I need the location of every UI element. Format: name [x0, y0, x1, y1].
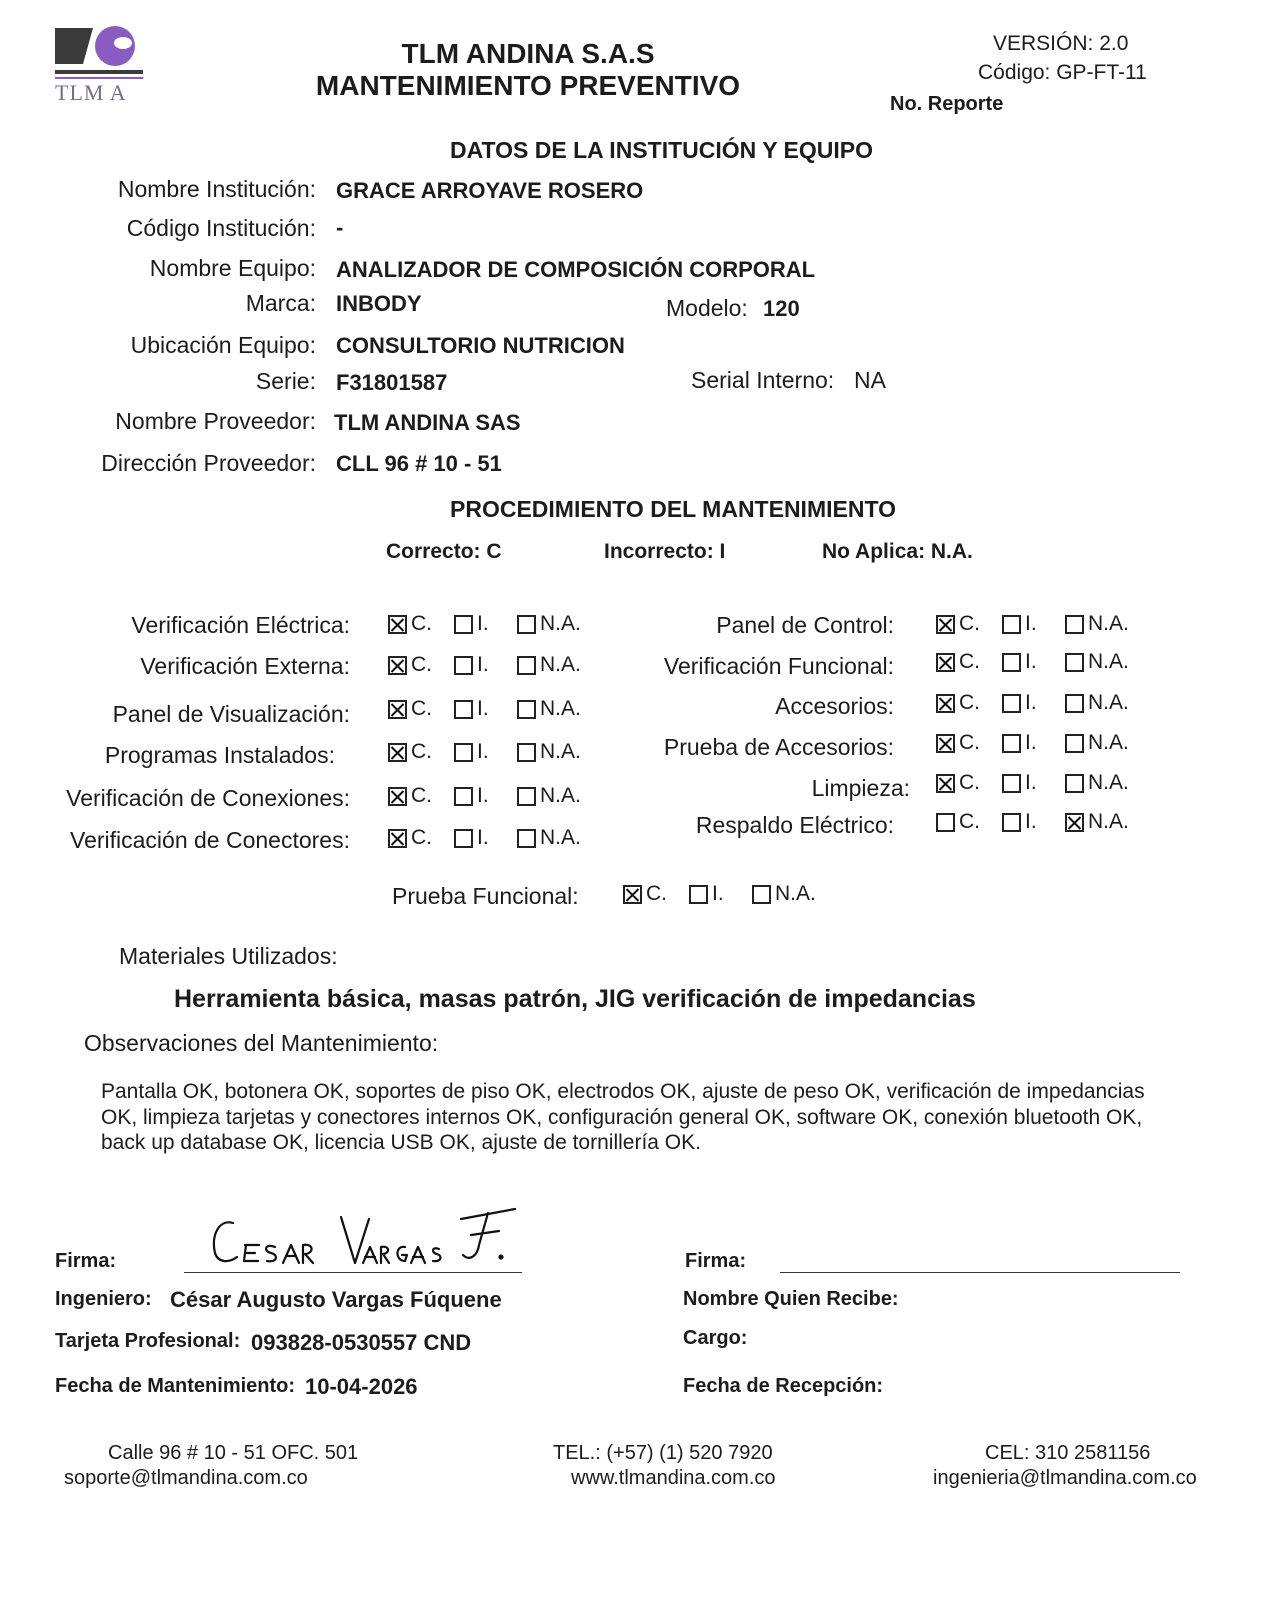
checkbox-incorrect[interactable]: [454, 787, 473, 806]
checkbox-incorrect[interactable]: [1002, 653, 1021, 672]
provider-name-value: TLM ANDINA SAS: [334, 410, 521, 435]
checkbox-not-applicable[interactable]: [1065, 774, 1084, 793]
serial-label: Serie:: [255, 368, 316, 394]
checkbox-not-applicable[interactable]: [517, 615, 536, 634]
check-row-electrical-backup: C. I. N.A.: [936, 810, 1129, 834]
check-row-functional-test: C. I. N.A.: [623, 882, 816, 906]
engineer-name: César Augusto Vargas Fúquene: [170, 1287, 502, 1312]
report-page: [8, 0, 1240, 1600]
materials-label: Materiales Utilizados:: [119, 943, 338, 969]
checkbox-correct[interactable]: [623, 885, 642, 904]
checkbox-correct[interactable]: [388, 700, 407, 719]
check-label-connections: Verificación de Conexiones:: [66, 785, 350, 811]
provider-name-label: Nombre Proveedor:: [115, 408, 316, 434]
footer-address: Calle 96 # 10 - 51 OFC. 501: [108, 1442, 359, 1464]
engineer-signature-label: Firma:: [55, 1250, 117, 1272]
check-label-cleaning: Limpieza:: [811, 775, 910, 801]
institution-section-title: DATOS DE LA INSTITUCIÓN Y EQUIPO: [450, 137, 873, 163]
receiver-name-label: Nombre Quien Recibe:: [683, 1288, 899, 1310]
version-label: VERSIÓN: 2.0: [993, 32, 1129, 55]
observations-line-2: OK, limpieza tarjetas y conectores internos OK, configuración general OK, software OK, conexión bluetooth OK,: [101, 1106, 1143, 1129]
check-label-accessories: Accesorios:: [775, 693, 894, 719]
professional-card-label: Tarjeta Profesional:: [55, 1330, 241, 1352]
engineer-label: Ingeniero:: [55, 1288, 152, 1310]
checkbox-not-applicable[interactable]: [752, 885, 771, 904]
location-value: CONSULTORIO NUTRICION: [336, 333, 625, 358]
model-label: Modelo:: [666, 295, 748, 321]
checkbox-not-applicable[interactable]: [1065, 615, 1084, 634]
check-label-functional-verification: Verificación Funcional:: [663, 653, 894, 679]
observations-line-1: Pantalla OK, botonera OK, soportes de piso OK, electrodos OK, ajuste de peso OK, verificación de impedancias: [101, 1080, 1145, 1103]
checkbox-correct[interactable]: [936, 734, 955, 753]
brand-label: Marca:: [245, 290, 316, 316]
checkbox-incorrect[interactable]: [454, 829, 473, 848]
institution-name-label: Nombre Institución:: [117, 176, 316, 202]
check-row-electrical: C. I. N.A.: [388, 612, 581, 636]
procedure-section-title: PROCEDIMIENTO DEL MANTENIMIENTO: [450, 496, 896, 522]
materials-value: Herramienta básica, masas patrón, JIG verificación de impedancias: [174, 985, 976, 1013]
receiver-signature-label: Firma:: [685, 1250, 747, 1272]
company-logo: [53, 26, 148, 106]
checkbox-correct[interactable]: [936, 653, 955, 672]
footer-support-email: soporte@tlmandina.com.co: [64, 1467, 308, 1489]
check-row-connections: C. I. N.A.: [388, 784, 581, 808]
checkbox-not-applicable[interactable]: [517, 656, 536, 675]
footer-cellphone: CEL: 310 2581156: [985, 1442, 1151, 1464]
checkbox-correct[interactable]: [388, 743, 407, 762]
provider-address-label: Dirección Proveedor:: [101, 450, 316, 476]
engineer-signature-line: [184, 1272, 522, 1273]
checkbox-incorrect[interactable]: [1002, 734, 1021, 753]
receiver-position-label: Cargo:: [683, 1327, 748, 1349]
legend-incorrect: Incorrecto: I: [604, 540, 726, 563]
checkbox-incorrect[interactable]: [454, 615, 473, 634]
code-label: Código: GP-FT-11: [978, 61, 1147, 84]
checkbox-incorrect[interactable]: [1002, 615, 1021, 634]
checkbox-not-applicable[interactable]: [1065, 694, 1084, 713]
serial-value: F31801587: [336, 370, 448, 395]
internal-serial-label: Serial Interno:: [691, 367, 835, 393]
maintenance-date-label: Fecha de Mantenimiento:: [55, 1375, 296, 1397]
check-row-connectors: C. I. N.A.: [388, 826, 581, 850]
checkbox-incorrect[interactable]: [1002, 813, 1021, 832]
checkbox-not-applicable[interactable]: [1065, 653, 1084, 672]
institution-code-label: Código Institución:: [126, 215, 316, 241]
checkbox-not-applicable[interactable]: [1065, 734, 1084, 753]
check-row-accessories: C. I. N.A.: [936, 691, 1129, 715]
checkbox-correct[interactable]: [388, 787, 407, 806]
checkbox-incorrect[interactable]: [1002, 774, 1021, 793]
check-row-accessories-test: C. I. N.A.: [936, 731, 1129, 755]
checkbox-incorrect[interactable]: [454, 743, 473, 762]
observations-label: Observaciones del Mantenimiento:: [84, 1030, 439, 1056]
checkbox-correct[interactable]: [388, 615, 407, 634]
provider-address-value: CLL 96 # 10 - 51: [336, 451, 502, 476]
logo-text: TLM A: [55, 80, 127, 105]
engineer-signature-image: [203, 1205, 533, 1275]
footer-telephone: TEL.: (+57) (1) 520 7920: [553, 1442, 773, 1464]
report-number-label: No. Reporte: [890, 93, 1004, 115]
legend-correct: Correcto: C: [386, 540, 502, 563]
institution-name-value: GRACE ARROYAVE ROSERO: [336, 178, 644, 203]
check-label-installed-programs: Programas Instalados:: [104, 742, 335, 768]
check-label-electrical: Verificación Eléctrica:: [131, 612, 350, 638]
check-label-external: Verificación Externa:: [140, 653, 350, 679]
receiver-signature-line: [780, 1272, 1180, 1273]
check-label-control-panel: Panel de Control:: [716, 612, 894, 638]
checkbox-correct[interactable]: [936, 694, 955, 713]
checkbox-correct[interactable]: [388, 829, 407, 848]
checkbox-correct[interactable]: [936, 813, 955, 832]
reception-date-label: Fecha de Recepción:: [683, 1375, 884, 1397]
location-label: Ubicación Equipo:: [130, 332, 316, 358]
check-label-connectors: Verificación de Conectores:: [70, 827, 350, 853]
check-row-display-panel: C. I. N.A.: [388, 697, 581, 721]
checkbox-incorrect[interactable]: [454, 700, 473, 719]
model-value: 120: [763, 296, 800, 321]
equipment-name-label: Nombre Equipo:: [149, 255, 316, 281]
checkbox-not-applicable[interactable]: [517, 743, 536, 762]
document-title: MANTENIMIENTO PREVENTIVO: [315, 70, 741, 101]
check-row-functional-verification: C. I. N.A.: [936, 650, 1129, 674]
check-row-control-panel: C. I. N.A.: [936, 612, 1129, 636]
checkbox-not-applicable[interactable]: [517, 829, 536, 848]
checkbox-correct[interactable]: [936, 774, 955, 793]
check-row-cleaning: C. I. N.A.: [936, 771, 1129, 795]
check-label-accessories-test: Prueba de Accesorios:: [663, 734, 894, 760]
professional-card-value: 093828-0530557 CND: [251, 1330, 472, 1355]
observations-line-3: back up database OK, licencia USB OK, ajuste de tornillería OK.: [101, 1131, 701, 1154]
internal-serial-value: NA: [854, 367, 886, 393]
check-row-external: C. I. N.A.: [388, 653, 581, 677]
checkbox-not-applicable[interactable]: [517, 700, 536, 719]
checkbox-incorrect[interactable]: [689, 885, 708, 904]
maintenance-date-value: 10-04-2026: [305, 1374, 418, 1399]
check-label-electrical-backup: Respaldo Eléctrico:: [695, 812, 894, 838]
footer-engineering-email: ingenieria@tlmandina.com.co: [933, 1467, 1197, 1489]
check-label-display-panel: Panel de Visualización:: [112, 701, 350, 727]
check-label-functional-test: Prueba Funcional:: [392, 883, 579, 909]
checkbox-correct[interactable]: [388, 656, 407, 675]
institution-code-value: -: [336, 215, 344, 240]
checkbox-not-applicable[interactable]: [1065, 813, 1084, 832]
footer-website[interactable]: www.tlmandina.com.co: [571, 1467, 776, 1489]
equipment-name-value: ANALIZADOR DE COMPOSICIÓN CORPORAL: [336, 257, 816, 282]
brand-value: INBODY: [336, 291, 422, 316]
check-row-installed-programs: C. I. N.A.: [388, 740, 581, 764]
checkbox-incorrect[interactable]: [1002, 694, 1021, 713]
checkbox-not-applicable[interactable]: [517, 787, 536, 806]
company-name: TLM ANDINA S.A.S: [401, 38, 655, 69]
checkbox-correct[interactable]: [936, 615, 955, 634]
checkbox-incorrect[interactable]: [454, 656, 473, 675]
legend-not-applicable: No Aplica: N.A.: [822, 540, 973, 563]
